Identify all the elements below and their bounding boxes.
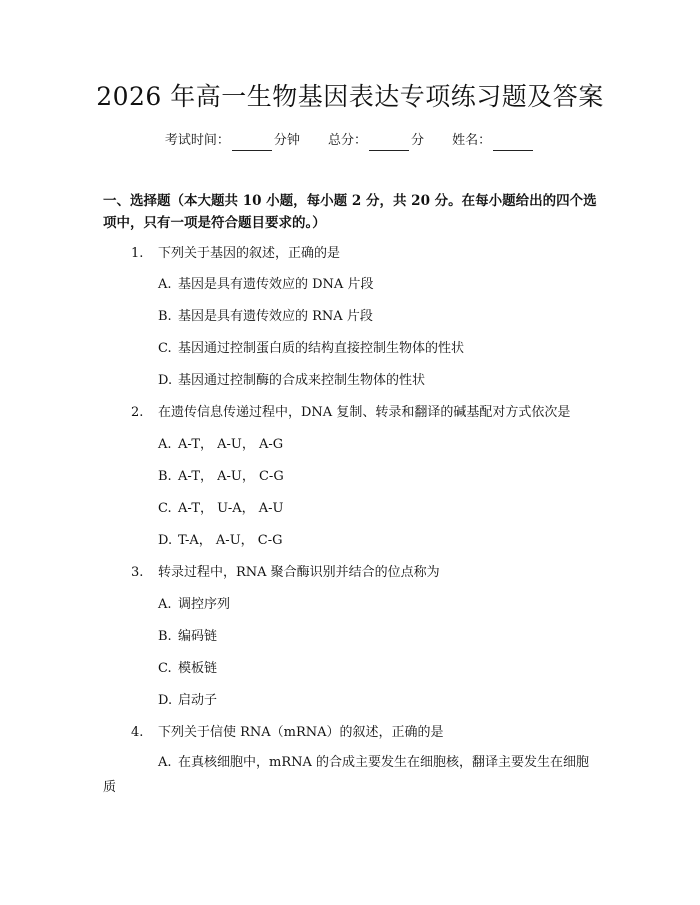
option-letter: D. bbox=[158, 373, 173, 388]
option-text: 模板链 bbox=[178, 661, 218, 676]
question-number: 2. bbox=[131, 405, 144, 420]
option-letter: A. bbox=[158, 437, 172, 452]
question-2 bbox=[131, 403, 570, 423]
question-text: 下列关于信使 RNA（mRNA）的叙述，正确的是 bbox=[158, 725, 444, 740]
question-number: 4. bbox=[131, 725, 144, 740]
option-text: 基因是具有遗传效应的 RNA 片段 bbox=[178, 309, 373, 324]
question-3-option-d bbox=[158, 691, 217, 711]
name-blank[interactable] bbox=[493, 150, 533, 151]
question-1-option-a bbox=[158, 275, 373, 295]
option-letter: B. bbox=[158, 469, 172, 484]
exam-time-blank[interactable] bbox=[232, 150, 272, 151]
option-text: 在真核细胞中，mRNA 的合成主要发生在细胞核，翻译主要发生在细胞质 bbox=[103, 755, 590, 795]
exam-time-label: 考试时间： bbox=[164, 133, 230, 148]
exam-meta bbox=[0, 131, 700, 151]
total-score-label: 总分： bbox=[327, 133, 367, 148]
question-number: 1. bbox=[131, 246, 144, 261]
option-letter: A. bbox=[158, 755, 172, 770]
question-4 bbox=[131, 723, 444, 743]
option-letter: C. bbox=[158, 501, 172, 516]
option-text: T-A， A-U， C-G bbox=[178, 533, 283, 548]
option-letter: C. bbox=[158, 661, 172, 676]
option-text: 基因是具有遗传效应的 DNA 片段 bbox=[178, 277, 374, 292]
question-3-option-b bbox=[158, 627, 217, 647]
total-score-unit: 分 bbox=[411, 133, 425, 148]
question-1-option-c bbox=[158, 339, 464, 359]
exam-time-unit: 分钟 bbox=[273, 133, 300, 148]
option-text: A-T， U-A， A-U bbox=[178, 501, 284, 516]
question-1 bbox=[131, 244, 340, 264]
question-2-option-d bbox=[158, 531, 283, 551]
question-1-option-b bbox=[158, 307, 373, 327]
option-letter: A. bbox=[158, 597, 172, 612]
option-text: 编码链 bbox=[178, 629, 218, 644]
option-text: 启动子 bbox=[178, 693, 218, 708]
question-2-option-b bbox=[158, 467, 284, 487]
question-4-option-a bbox=[103, 750, 599, 800]
question-2-option-a bbox=[158, 435, 283, 455]
section-heading: 一、选择题（本大题共 10 小题，每小题 2 分，共 20 分。在每小题给出的四个选项中，只有一项是符合题目要求的。） bbox=[103, 193, 597, 231]
option-letter: A. bbox=[158, 277, 172, 292]
question-3-option-a bbox=[158, 595, 230, 615]
option-letter: B. bbox=[158, 629, 172, 644]
question-3 bbox=[131, 563, 440, 583]
question-text: 在遗传信息传递过程中，DNA 复制、转录和翻译的碱基配对方式依次是 bbox=[158, 405, 571, 420]
option-letter: D. bbox=[158, 533, 173, 548]
question-text: 下列关于基因的叙述，正确的是 bbox=[158, 246, 341, 261]
total-score-blank[interactable] bbox=[369, 150, 409, 151]
option-text: 基因通过控制酶的合成来控制生物体的性状 bbox=[178, 373, 426, 388]
name-field bbox=[452, 131, 535, 151]
exam-time-field bbox=[165, 131, 300, 151]
option-letter: D. bbox=[158, 693, 173, 708]
option-letter: B. bbox=[158, 309, 172, 324]
question-2-option-c bbox=[158, 499, 284, 519]
question-1-option-d bbox=[158, 371, 425, 391]
option-text: 基因通过控制蛋白质的结构直接控制生物体的性状 bbox=[178, 341, 465, 356]
option-text: A-T， A-U， A-G bbox=[178, 437, 284, 452]
question-number: 3. bbox=[131, 565, 144, 580]
option-text: 调控序列 bbox=[178, 597, 231, 612]
name-label: 姓名： bbox=[452, 133, 492, 148]
total-score-field bbox=[328, 131, 424, 151]
option-text: A-T， A-U， C-G bbox=[178, 469, 284, 484]
question-text: 转录过程中，RNA 聚合酶识别并结合的位点称为 bbox=[158, 565, 440, 580]
question-3-option-c bbox=[158, 659, 217, 679]
page-title: 2026 年高一生物基因表达专项练习题及答案 bbox=[96, 82, 604, 111]
option-letter: C. bbox=[158, 341, 172, 356]
